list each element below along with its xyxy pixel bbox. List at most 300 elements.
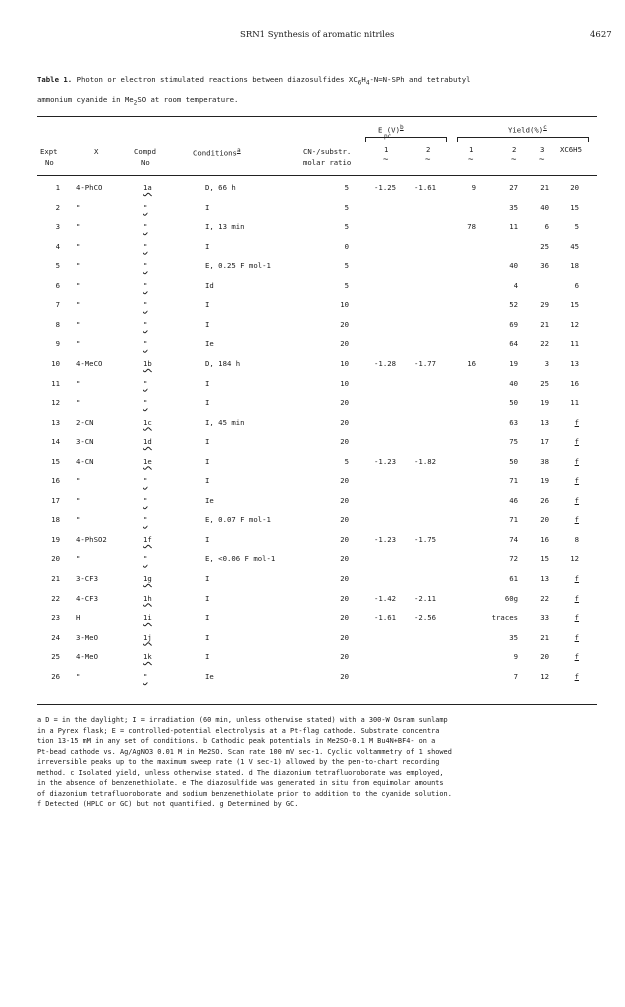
- cell-cond: [205, 339, 305, 348]
- cell-expt: [40, 320, 60, 329]
- cell-y1-text: 78: [467, 222, 476, 232]
- cell-y3-text: 13: [540, 574, 549, 583]
- cell-cn: [315, 183, 349, 192]
- cell-y2: [478, 554, 518, 563]
- cell-cn-text: 20: [340, 476, 349, 486]
- cell-cn-text: 20: [340, 495, 349, 505]
- cell-x: [76, 222, 138, 231]
- cell-expt: [40, 183, 60, 192]
- cell-y3: [525, 300, 549, 309]
- cell-e2: [400, 535, 436, 544]
- cell-expt: [40, 496, 60, 505]
- header-y3-label: 3: [540, 145, 545, 154]
- cell-cn: [315, 379, 349, 388]
- cell-y3: [525, 476, 549, 485]
- cell-cn-text: 5: [344, 183, 349, 192]
- cell-cond-text: I: [205, 319, 210, 329]
- cell-cn-text: 20: [340, 593, 349, 603]
- cell-y2: [478, 633, 518, 642]
- cell-y3-text: 12: [540, 671, 549, 681]
- table-row: [0, 594, 625, 612]
- caption-label: Table 1.: [37, 75, 73, 84]
- cell-y3: [525, 320, 549, 329]
- cell-y2-text: 40: [509, 261, 518, 271]
- cell-y3: [525, 261, 549, 270]
- tilde-y2: ~: [511, 155, 517, 165]
- header-cn-ratio-2: [303, 158, 351, 167]
- cell-cond-text: Ie: [205, 339, 214, 349]
- cell-x: [76, 496, 138, 505]
- table-row: [0, 418, 625, 436]
- cell-y4: [557, 359, 579, 368]
- cell-compd: [143, 339, 173, 348]
- cell-expt-text: 6: [55, 280, 60, 290]
- cell-e2-text: -1.61: [414, 183, 436, 192]
- table-row: [0, 320, 625, 338]
- cell-cond: [205, 437, 305, 446]
- cell-x: [76, 672, 138, 681]
- cell-compd-text: ": [143, 300, 148, 310]
- cell-y2-text: 11: [509, 222, 518, 232]
- cell-y2-text: 61: [509, 574, 518, 583]
- cell-cn-text: 10: [340, 300, 349, 310]
- cell-expt-text: 21: [51, 574, 60, 583]
- cell-x: [76, 242, 138, 251]
- cell-cond: [205, 652, 305, 661]
- cell-cn: [315, 261, 349, 270]
- caption-text-2: ammonium cyanide in Me: [37, 95, 134, 105]
- cell-y3: [525, 515, 549, 524]
- cell-compd-text: 1a: [143, 183, 152, 192]
- cell-y3: [525, 554, 549, 563]
- cell-x-text: ": [76, 378, 81, 388]
- cell-y3: [525, 574, 549, 583]
- cell-cn: [315, 203, 349, 212]
- cell-y2-text: traces: [491, 613, 518, 623]
- cell-expt: [40, 613, 60, 622]
- cell-cn: [315, 574, 349, 583]
- cell-y2-text: 4: [513, 280, 518, 290]
- cell-y4-text: f: [574, 437, 579, 447]
- table-row: [0, 183, 625, 201]
- cell-cond: [205, 242, 305, 251]
- cell-expt-text: 13: [51, 417, 60, 427]
- cell-expt: [40, 633, 60, 642]
- cell-cond: [205, 300, 305, 309]
- cell-cn: [315, 672, 349, 681]
- cell-compd-text: 1e: [143, 456, 152, 466]
- header-e2-label: 2: [426, 145, 431, 154]
- cell-e1-text: -1.42: [374, 593, 396, 603]
- cell-x: [76, 339, 138, 348]
- cell-cn: [315, 418, 349, 427]
- cell-cond: [205, 203, 305, 212]
- cell-y3: [525, 457, 549, 466]
- cell-y3-text: 13: [540, 417, 549, 427]
- cell-y4: [557, 242, 579, 251]
- cell-cn-text: 20: [340, 398, 349, 408]
- yield-group-brace: [457, 137, 589, 142]
- caption-text-1: Photon or electron stimulated reactions between diazosulfides XC: [76, 75, 358, 84]
- cell-cn-text: 20: [340, 515, 349, 525]
- header-compd-line2: No: [141, 158, 150, 167]
- header-cn-line2: molar ratio: [303, 158, 352, 167]
- table-caption: [37, 71, 597, 112]
- cell-y3-text: 29: [540, 300, 549, 310]
- cell-x: [76, 418, 138, 427]
- cell-cond: [205, 613, 305, 622]
- table-row: [0, 242, 625, 260]
- cell-x: [76, 379, 138, 388]
- cell-y3-text: 25: [540, 378, 549, 388]
- cell-cond: [205, 183, 305, 192]
- cell-x-text: ": [76, 319, 81, 329]
- cell-y4: [557, 574, 579, 583]
- cell-expt-text: 22: [51, 593, 60, 603]
- cell-cond-text: Id: [205, 280, 214, 290]
- cell-cond-text: I: [205, 202, 210, 212]
- tilde-e1: ~: [383, 155, 389, 165]
- cell-expt-text: 12: [51, 398, 60, 408]
- cell-cond-text: I: [205, 300, 210, 310]
- cell-compd: [143, 652, 173, 661]
- cell-y2: [478, 574, 518, 583]
- cell-cond-text: I: [205, 613, 210, 623]
- cell-compd: [143, 203, 173, 212]
- footnote-line: in a Pyrex flask; E = controlled-potential electrolysis at a Pt-flag cathode. Substrate concentra: [37, 726, 440, 735]
- cell-y4: [557, 320, 579, 329]
- cell-e1-text: -1.28: [374, 358, 396, 368]
- cell-cond-text: I: [205, 632, 210, 642]
- cell-compd-text: ": [143, 222, 148, 232]
- footnote-line: of diazonium tetrafluoroborate and sodium benzenethiolate prior to addition to the cyanide solution.: [37, 789, 452, 798]
- cell-y2: [478, 457, 518, 466]
- cell-expt: [40, 652, 60, 661]
- cell-compd: [143, 613, 173, 622]
- cell-cn: [315, 359, 349, 368]
- cell-compd-text: ": [143, 554, 148, 564]
- cell-x-text: ": [76, 202, 81, 212]
- caption-sub: 2: [133, 99, 138, 107]
- cell-cond-text: D, 184 h: [205, 358, 241, 368]
- table-row: [0, 203, 625, 221]
- cell-x: [76, 515, 138, 524]
- cell-cn-text: 5: [344, 280, 349, 290]
- table-row: [0, 281, 625, 299]
- cell-y4-text: 20: [570, 183, 579, 192]
- cell-cond: [205, 476, 305, 485]
- cell-cn-text: 5: [344, 202, 349, 212]
- cell-y2-text: 50: [509, 456, 518, 466]
- cell-y4-text: f: [574, 495, 579, 505]
- table-row: [0, 339, 625, 357]
- cell-e1: [360, 183, 396, 192]
- cell-compd-text: 1k: [143, 652, 152, 662]
- header-y1: [469, 145, 473, 154]
- cell-y1: [452, 222, 476, 231]
- cell-expt-text: 26: [51, 671, 60, 681]
- cell-cond: [205, 515, 305, 524]
- cell-expt: [40, 554, 60, 563]
- cell-compd: [143, 359, 173, 368]
- cell-expt: [40, 457, 60, 466]
- cell-y2-text: 71: [509, 476, 518, 486]
- cell-y3-text: 17: [540, 437, 549, 447]
- header-compd-line1: Compd: [134, 147, 156, 156]
- cell-e1: [360, 457, 396, 466]
- cell-compd: [143, 418, 173, 427]
- cell-x-text: H: [76, 613, 81, 623]
- cell-y4: [557, 183, 579, 192]
- cell-x-text: ": [76, 261, 81, 271]
- footnote-mark: c: [543, 124, 547, 131]
- cell-y3: [525, 418, 549, 427]
- cell-compd: [143, 554, 173, 563]
- cell-compd: [143, 242, 173, 251]
- table-header-rule: [37, 175, 597, 176]
- cell-expt: [40, 574, 60, 583]
- cell-cn-text: 20: [340, 652, 349, 662]
- cell-compd: [143, 633, 173, 642]
- cell-x-text: 4-CF3: [76, 593, 98, 603]
- cell-compd-text: 1b: [143, 358, 152, 368]
- cell-y4-text: 18: [570, 261, 579, 271]
- cell-compd: [143, 300, 173, 309]
- cell-y1: [452, 359, 476, 368]
- cell-y4-text: 16: [570, 378, 579, 388]
- cell-y3: [525, 613, 549, 622]
- cell-y3: [525, 398, 549, 407]
- cell-y1-text: 16: [467, 358, 476, 368]
- cell-expt-text: 17: [51, 495, 60, 505]
- cell-cn-text: 5: [344, 261, 349, 271]
- table-row: [0, 457, 625, 475]
- cell-cond-text: E, 0.07 F mol-1: [205, 515, 271, 525]
- cell-y4-text: 45: [570, 241, 579, 251]
- cell-y2: [478, 515, 518, 524]
- cell-compd-text: ": [143, 671, 148, 681]
- cell-y4: [557, 672, 579, 681]
- cell-y2: [478, 300, 518, 309]
- cell-expt: [40, 339, 60, 348]
- table-row: [0, 496, 625, 514]
- cell-y2: [478, 418, 518, 427]
- cell-cn: [315, 476, 349, 485]
- cell-cn: [315, 398, 349, 407]
- cell-compd: [143, 594, 173, 603]
- cell-y2-text: 7: [513, 671, 518, 681]
- cell-compd-text: 1g: [143, 574, 152, 583]
- cell-expt-text: 24: [51, 632, 60, 642]
- header-y3: [540, 145, 544, 154]
- cell-compd: [143, 535, 173, 544]
- cell-y3-text: 26: [540, 495, 549, 505]
- cell-cn-text: 20: [340, 671, 349, 681]
- cell-cn: [315, 652, 349, 661]
- cell-expt: [40, 222, 60, 231]
- cell-compd: [143, 672, 173, 681]
- cell-y2-text: 52: [509, 300, 518, 310]
- caption-line-1: [37, 71, 597, 91]
- cell-e1-text: -1.25: [374, 183, 396, 192]
- header-y1-label: 1: [469, 145, 474, 154]
- cell-e1: [360, 613, 396, 622]
- cell-x-text: ": [76, 671, 81, 681]
- cell-x: [76, 281, 138, 290]
- cell-y4-text: f: [574, 476, 579, 486]
- cell-x: [76, 574, 138, 583]
- cell-x: [76, 398, 138, 407]
- cell-y3-text: 21: [540, 632, 549, 642]
- cell-cond-text: I, 45 min: [205, 417, 245, 427]
- cell-cn: [315, 594, 349, 603]
- cell-compd: [143, 476, 173, 485]
- cell-y4: [557, 594, 579, 603]
- cell-y3-text: 20: [540, 652, 549, 662]
- cell-e1-text: -1.61: [374, 613, 396, 623]
- cell-expt: [40, 398, 60, 407]
- page-number: 4627: [590, 30, 612, 40]
- cell-cn-text: 10: [340, 378, 349, 388]
- table-row: [0, 535, 625, 553]
- cell-expt-text: 8: [55, 319, 60, 329]
- caption-text-3: SO at room temperature.: [137, 95, 239, 105]
- cell-x-text: ": [76, 222, 81, 232]
- cell-x: [76, 594, 138, 603]
- cell-y2-text: 71: [509, 515, 518, 525]
- cell-cn: [315, 242, 349, 251]
- cell-cond-text: I: [205, 241, 210, 251]
- cell-expt-text: 16: [51, 476, 60, 486]
- tilde-y3: ~: [539, 155, 545, 165]
- cell-expt: [40, 379, 60, 388]
- cell-x-text: ": [76, 476, 81, 486]
- cell-cn: [315, 300, 349, 309]
- cell-y4: [557, 281, 579, 290]
- cell-compd-text: ": [143, 261, 148, 271]
- cell-expt-text: 20: [51, 554, 60, 564]
- header-conditions-label: Conditions: [193, 148, 237, 158]
- table-row: [0, 476, 625, 494]
- cell-y4-text: f: [574, 456, 579, 466]
- cell-y2: [478, 672, 518, 681]
- cell-cond: [205, 320, 305, 329]
- cell-y4: [557, 554, 579, 563]
- cell-e1: [360, 594, 396, 603]
- tilde-e2: ~: [425, 155, 431, 165]
- cell-compd: [143, 574, 173, 583]
- cell-y4-text: 13: [570, 358, 579, 368]
- cell-expt: [40, 300, 60, 309]
- cell-cond: [205, 574, 305, 583]
- cell-y2-text: 60g: [504, 593, 518, 603]
- cell-y4-text: 6: [574, 280, 579, 290]
- cell-x: [76, 613, 138, 622]
- cell-cn-text: 0: [344, 241, 349, 251]
- cell-expt-text: 19: [51, 534, 60, 544]
- cell-cond-text: I: [205, 398, 210, 408]
- cell-compd-text: ": [143, 398, 148, 408]
- cell-x-text: 4-MeO: [76, 652, 98, 662]
- header-expt-line2: No: [45, 158, 54, 167]
- cell-expt-text: 25: [51, 652, 60, 662]
- cell-cond: [205, 359, 305, 368]
- footnote-line: f Detected (HPLC or GC) but not quantified. g Determined by GC.: [37, 800, 299, 808]
- cell-y4-text: f: [574, 574, 579, 583]
- cell-e2-text: -1.77: [414, 358, 436, 368]
- cell-cn: [315, 222, 349, 231]
- cell-y4: [557, 652, 579, 661]
- cell-y2: [478, 594, 518, 603]
- cell-x: [76, 203, 138, 212]
- cell-y4-text: f: [574, 632, 579, 642]
- header-e2: [426, 145, 430, 154]
- table-row: [0, 633, 625, 651]
- cell-compd-text: 1d: [143, 437, 152, 447]
- cell-expt: [40, 359, 60, 368]
- cell-y4: [557, 437, 579, 446]
- cell-y3-text: 25: [540, 241, 549, 251]
- cell-y3: [525, 339, 549, 348]
- cell-y3-text: 38: [540, 456, 549, 466]
- cell-compd: [143, 222, 173, 231]
- cell-cn: [315, 515, 349, 524]
- cell-y3: [525, 222, 549, 231]
- cell-compd-text: 1j: [143, 632, 152, 642]
- cell-compd-text: ": [143, 339, 148, 349]
- cell-y4-text: f: [574, 671, 579, 681]
- cell-compd: [143, 457, 173, 466]
- cell-y3-text: 6: [544, 222, 549, 232]
- cell-y4: [557, 613, 579, 622]
- cell-cn-text: 20: [340, 613, 349, 623]
- cell-cn: [315, 320, 349, 329]
- header-y2: [512, 145, 516, 154]
- cell-cn-text: 20: [340, 554, 349, 564]
- cell-y3: [525, 633, 549, 642]
- cell-compd-text: ": [143, 319, 148, 329]
- cell-x: [76, 359, 138, 368]
- cell-y2-text: 40: [509, 378, 518, 388]
- cell-x-text: ": [76, 398, 81, 408]
- cell-y3: [525, 437, 549, 446]
- cell-cond: [205, 672, 305, 681]
- cell-cn-text: 10: [340, 358, 349, 368]
- cell-compd: [143, 496, 173, 505]
- cell-expt-text: 7: [55, 300, 60, 310]
- cell-y3: [525, 242, 549, 251]
- cell-y2: [478, 398, 518, 407]
- cell-compd-text: ": [143, 378, 148, 388]
- cell-y2-text: 64: [509, 339, 518, 349]
- cell-y1-text: 9: [471, 183, 476, 192]
- table-row: [0, 437, 625, 455]
- cell-e2: [400, 594, 436, 603]
- cell-y2: [478, 535, 518, 544]
- cell-y4: [557, 203, 579, 212]
- cell-expt: [40, 281, 60, 290]
- cell-x: [76, 320, 138, 329]
- cell-y4-text: 11: [570, 398, 579, 408]
- cell-expt-text: 15: [51, 456, 60, 466]
- table-row: [0, 261, 625, 279]
- cell-expt-text: 2: [55, 202, 60, 212]
- cell-cond-text: I: [205, 593, 210, 603]
- cell-y2: [478, 359, 518, 368]
- table-row: [0, 574, 625, 592]
- cell-expt-text: 5: [55, 261, 60, 271]
- table-row: [0, 613, 625, 631]
